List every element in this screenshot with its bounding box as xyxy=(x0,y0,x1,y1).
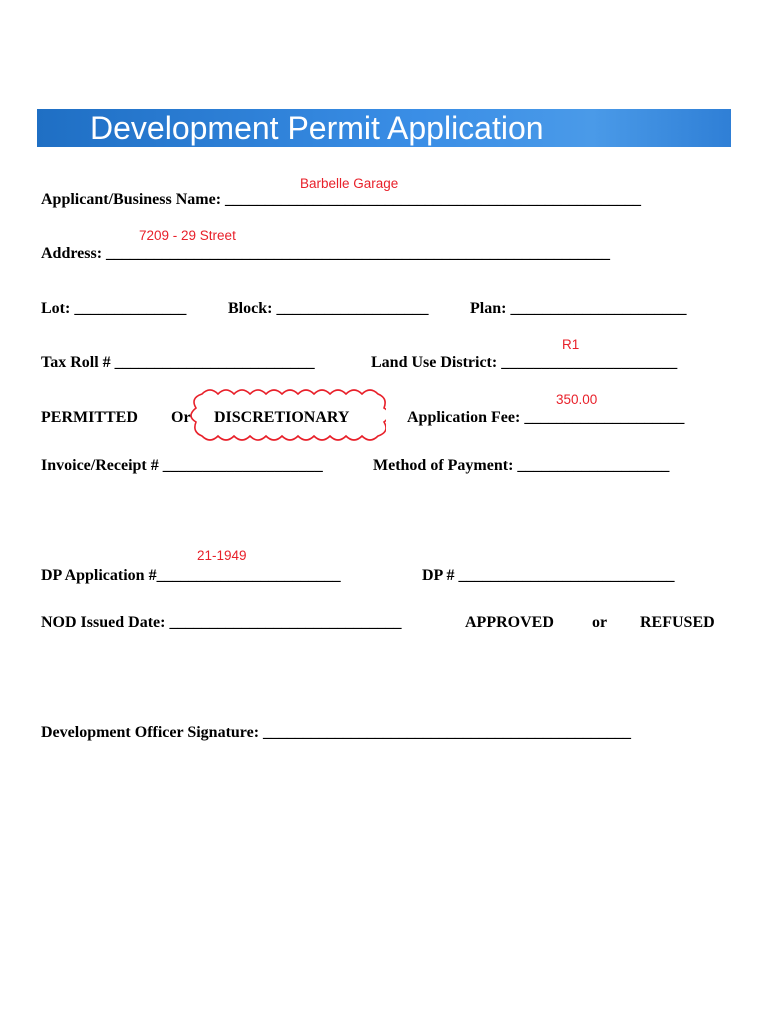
dp-application-value[interactable]: 21-1949 xyxy=(197,548,247,563)
title-banner xyxy=(37,109,731,147)
permitted-option[interactable]: PERMITTED xyxy=(41,409,138,426)
applicant-name-field[interactable]: Applicant/Business Name: ____________________________________________________ xyxy=(41,191,642,208)
or-label: Or xyxy=(171,409,191,426)
address-field[interactable]: Address: _______________________________________________________________ xyxy=(41,245,611,262)
land-use-value[interactable]: R1 xyxy=(562,337,580,352)
application-fee-value[interactable]: 350.00 xyxy=(556,392,598,407)
or-label-2: or xyxy=(592,614,608,631)
refused-option[interactable]: REFUSED xyxy=(640,614,715,631)
application-fee-field[interactable]: Application Fee: ____________________ xyxy=(407,409,685,426)
nod-issued-date-field[interactable]: NOD Issued Date: _____________________________ xyxy=(41,614,402,631)
dp-number-field[interactable]: DP # ___________________________ xyxy=(422,567,675,584)
applicant-name-value[interactable]: Barbelle Garage xyxy=(300,176,399,191)
page-title: Development Permit Application xyxy=(90,110,544,146)
discretionary-option[interactable]: DISCRETIONARY xyxy=(214,409,350,426)
method-of-payment-field[interactable]: Method of Payment: ___________________ xyxy=(373,457,670,474)
lot-field[interactable]: Lot: ______________ xyxy=(41,300,187,317)
invoice-receipt-field[interactable]: Invoice/Receipt # ____________________ xyxy=(41,457,323,474)
approved-option[interactable]: APPROVED xyxy=(465,614,554,631)
land-use-district-field[interactable]: Land Use District: ______________________ xyxy=(371,354,678,371)
officer-signature-field[interactable]: Development Officer Signature: ______________________________________________ xyxy=(41,724,632,741)
dp-application-field[interactable]: DP Application #_______________________ xyxy=(41,567,341,584)
block-field[interactable]: Block: ___________________ xyxy=(228,300,429,317)
address-value[interactable]: 7209 - 29 Street xyxy=(139,228,236,243)
plan-field[interactable]: Plan: ______________________ xyxy=(470,300,687,317)
tax-roll-field[interactable]: Tax Roll # _________________________ xyxy=(41,354,315,371)
